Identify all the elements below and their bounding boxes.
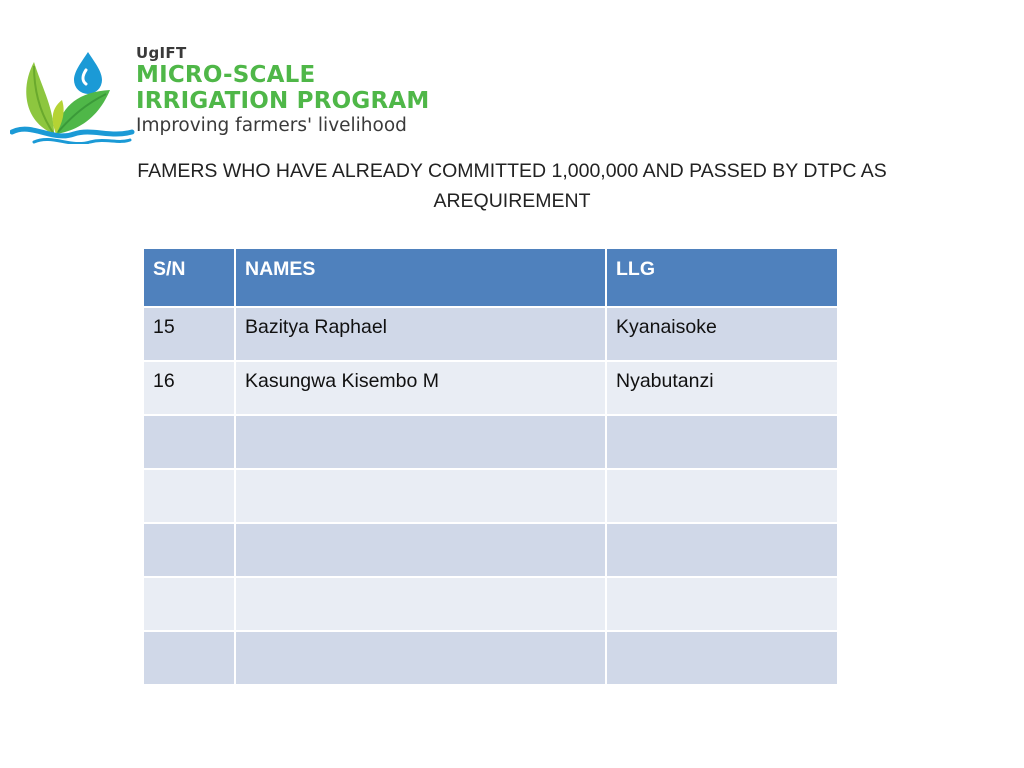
- logo-text: [136, 44, 429, 138]
- cell-llg: [606, 469, 838, 523]
- page-title-line2: AREQUIREMENT: [433, 190, 591, 212]
- table-row: [143, 415, 838, 469]
- logo-tagline: Improving farmers' livelihood: [136, 115, 407, 136]
- leaf-water-drop-logo-icon: [10, 48, 136, 144]
- cell-sn: [143, 577, 235, 631]
- table-row: [143, 631, 838, 685]
- table-row: [143, 307, 838, 361]
- cell-sn: [143, 631, 235, 685]
- cell-name: Kasungwa Kisembo M: [235, 361, 606, 415]
- cell-name: [235, 523, 606, 577]
- cell-sn: 15: [143, 307, 235, 361]
- cell-llg: Kyanaisoke: [606, 307, 838, 361]
- page-title: [80, 156, 944, 216]
- cell-sn: 16: [143, 361, 235, 415]
- logo-program-line1: MICRO-SCALE: [136, 62, 316, 88]
- column-header-names: NAMES: [235, 248, 606, 307]
- farmers-table: [142, 247, 839, 686]
- table-header-row: [143, 248, 838, 307]
- cell-sn: [143, 415, 235, 469]
- cell-llg: [606, 415, 838, 469]
- logo-program-line2: IRRIGATION PROGRAM: [136, 88, 430, 114]
- cell-name: [235, 469, 606, 523]
- table-row: [143, 523, 838, 577]
- cell-llg: [606, 631, 838, 685]
- cell-name: Bazitya Raphael: [235, 307, 606, 361]
- logo-org-name: UgIFT: [136, 44, 187, 62]
- cell-llg: [606, 577, 838, 631]
- cell-sn: [143, 523, 235, 577]
- cell-llg: [606, 523, 838, 577]
- column-header-llg: LLG: [606, 248, 838, 307]
- cell-name: [235, 631, 606, 685]
- column-header-sn: S/N: [143, 248, 235, 307]
- table-row: [143, 577, 838, 631]
- cell-name: [235, 577, 606, 631]
- page-title-line1: FAMERS WHO HAVE ALREADY COMMITTED 1,000,000 AND PASSED BY DTPC AS: [137, 160, 887, 182]
- cell-name: [235, 415, 606, 469]
- table-row: [143, 361, 838, 415]
- cell-llg: Nyabutanzi: [606, 361, 838, 415]
- cell-sn: [143, 469, 235, 523]
- table-row: [143, 469, 838, 523]
- program-logo: [10, 44, 470, 148]
